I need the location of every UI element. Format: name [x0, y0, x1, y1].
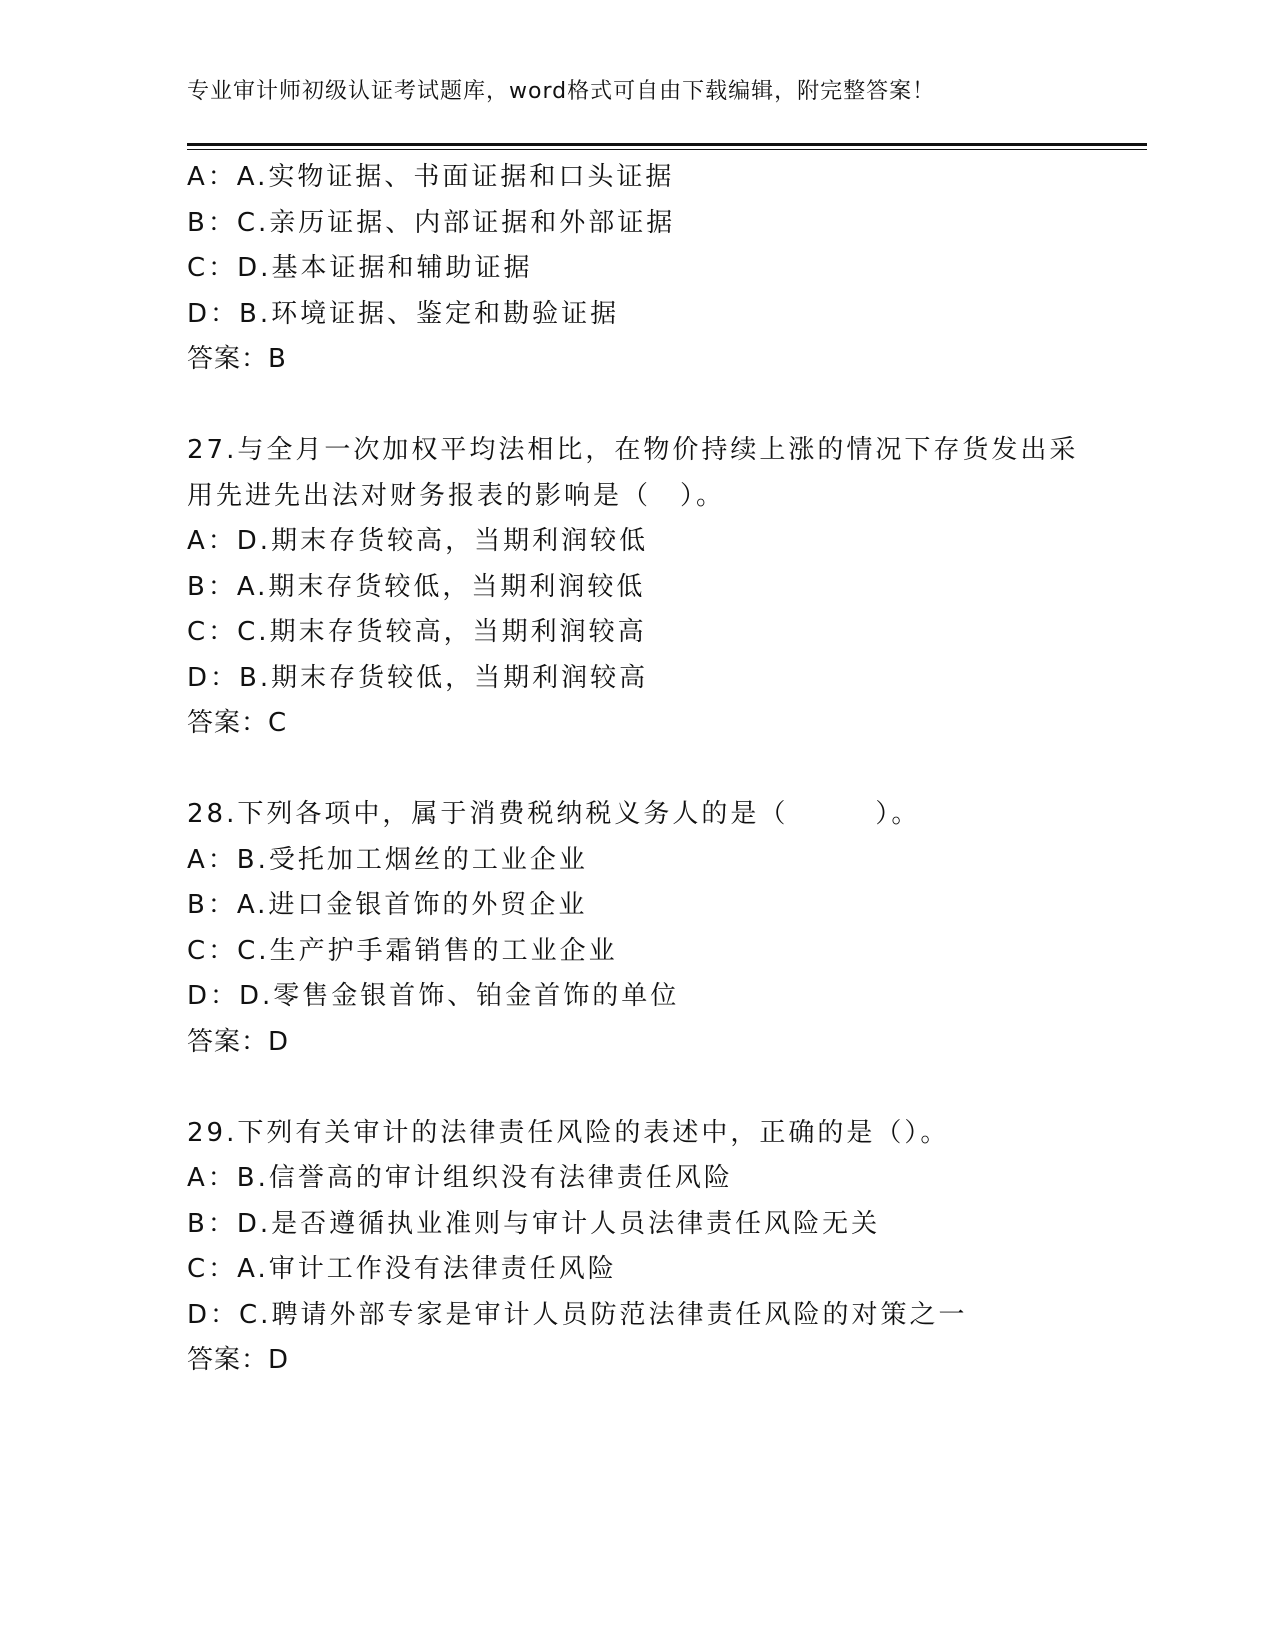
spacer — [187, 747, 1087, 793]
option-b: B：A.期末存货较低，当期利润较低 — [187, 571, 646, 602]
option-b: B：D.是否遵循执业准则与审计人员法律责任风险无关 — [187, 1208, 881, 1239]
header-rule-thin — [187, 149, 1147, 150]
option-d: D：C.聘请外部专家是审计人员防范法律责任风险的对策之一 — [187, 1299, 968, 1330]
option-d: D：D.零售金银首饰、铂金首饰的单位 — [187, 981, 680, 1011]
option-a: A：B.信誉高的审计组织没有法律责任风险 — [187, 1163, 733, 1193]
question-stem-line-1: 27.与全月一次加权平均法相比，在物价持续上涨的情况下存货发出采 — [187, 435, 1079, 465]
option-c: C：D.基本证据和辅助证据 — [187, 253, 533, 283]
question-29 — [187, 1111, 1087, 1384]
option-a: A：B.受托加工烟丝的工业企业 — [187, 844, 588, 875]
option-d: D：B.环境证据、鉴定和勘验证据 — [187, 298, 620, 329]
option-a: A：D.期末存货较高，当期利润较低 — [187, 526, 649, 556]
header-rule-thick — [187, 143, 1147, 146]
option-c: C：C.期末存货较高，当期利润较高 — [187, 617, 647, 647]
option-a: A：A.实物证据、书面证据和口头证据 — [187, 162, 675, 192]
question-list — [187, 155, 1087, 1384]
spacer — [187, 383, 1087, 429]
question-stem-line-2: 用先进先出法对财务报表的影响是（ ）。 — [187, 480, 726, 511]
option-b: B：A.进口金银首饰的外贸企业 — [187, 890, 588, 920]
option-d: D：B.期末存货较低，当期利润较高 — [187, 662, 649, 693]
question-stem: 29.下列有关审计的法律责任风险的表述中，正确的是（）。 — [187, 1117, 950, 1148]
answer: 答案：C — [187, 708, 288, 738]
question-26 — [187, 155, 1087, 383]
question-27 — [187, 428, 1087, 747]
spacer — [187, 1065, 1087, 1111]
answer: 答案：D — [187, 1026, 290, 1057]
option-c: C：C.生产护手霜销售的工业企业 — [187, 935, 618, 966]
answer: 答案：D — [187, 1345, 290, 1375]
option-b: B：C.亲历证据、内部证据和外部证据 — [187, 207, 676, 238]
page-header: 专业审计师初级认证考试题库，word格式可自由下载编辑，附完整答案！ — [187, 79, 936, 104]
option-c: C：A.审计工作没有法律责任风险 — [187, 1254, 617, 1284]
question-stem: 28.下列各项中，属于消费税纳税义务人的是（ ）。 — [187, 799, 921, 829]
answer: 答案：B — [187, 344, 287, 374]
question-28 — [187, 792, 1087, 1065]
